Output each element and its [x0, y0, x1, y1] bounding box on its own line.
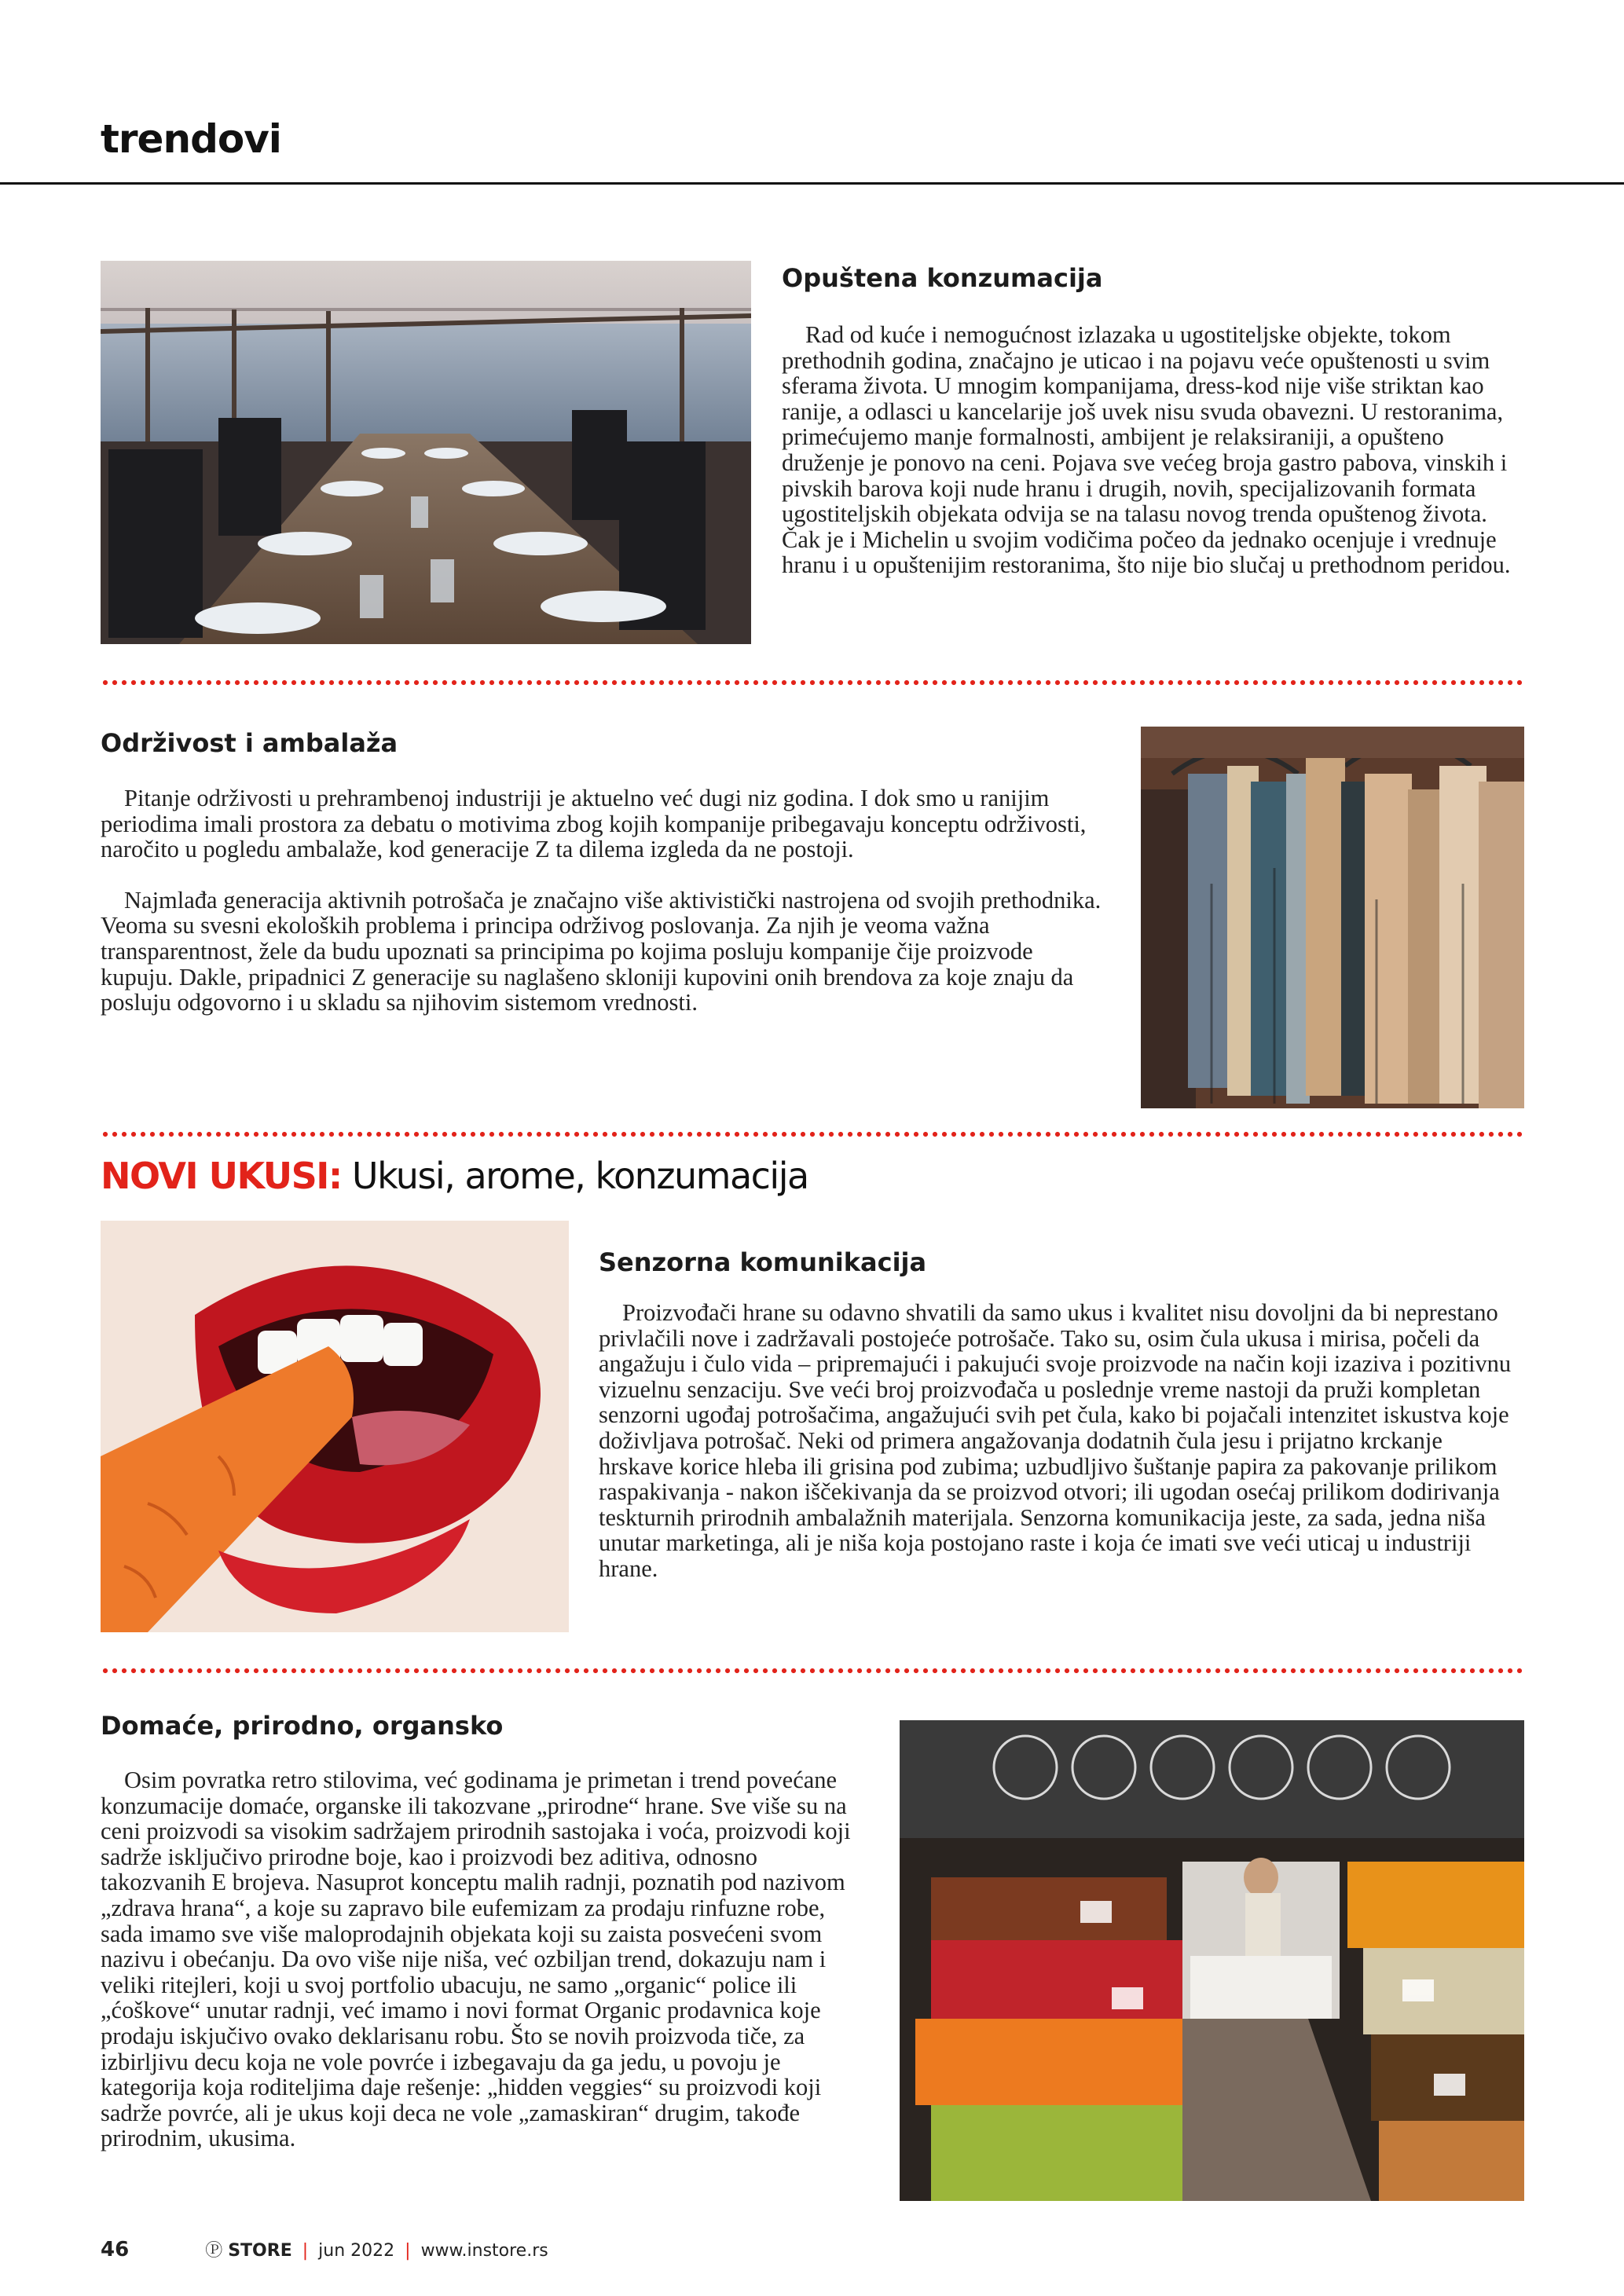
mouth-carrot-photo [101, 1221, 569, 1632]
section-title-highlight: NOVI UKUSI: [101, 1155, 342, 1197]
article-paragraph: Pitanje održivosti u prehrambenoj industriji je aktuelno već dugi niz godina. I dok smo u ranijim periodima imali prostora za debatu o motivima zbog kojih kompanije pribegavaju konceptu održivosti, naročito u pogledu ambalaže, kod generacije Z ta dilema izgleda da ne postoji. [101, 785, 1087, 863]
restaurant-terrace-photo [101, 261, 751, 644]
page-footer [101, 2237, 548, 2261]
article-relaxed-body [782, 322, 1520, 603]
article-sustainability-body [101, 785, 1108, 1041]
website-link[interactable]: www.instore.rs [420, 2241, 548, 2261]
produce-market-photo [900, 1720, 1524, 2201]
heading-organic: Domaće, prirodno, organsko [101, 1711, 504, 1741]
article-sensory-body [599, 1300, 1520, 1607]
store-logo-icon: Ⓟ [205, 2241, 223, 2261]
shopping-bags-photo [1141, 727, 1524, 1108]
section-label: trendovi [101, 116, 281, 162]
dotted-divider [101, 1668, 1524, 1674]
heading-sensory-communication: Senzorna komunikacija [599, 1247, 927, 1277]
footer-separator: | [302, 2241, 309, 2261]
heading-relaxed-consumption: Opuštena konzumacija [782, 263, 1103, 293]
heading-sustainability: Održivost i ambalaža [101, 728, 398, 758]
section-title [101, 1155, 808, 1197]
article-paragraph: Osim povratka retro stilovima, već godinama je primetan i trend povećane konzumacije domaće, organske ili takozvane „prirodne“ hrane. Sve više su na ceni proizvodi sa visokim sadržajem prirodnih sastojaka i voća, proizvodi koji sadrže isključivo prirodne boje, kao i proizvodi bez aditiva, odnosno takozvanih E brojeva. Nasuprot konceptu malih radnji, poznatih pod nazivom „zdrava hrana“, a koje su zapravo bile eufemizam za prodaju rinfuzne robe, sada imamo sve više maloprodajnih objekata koji su zaista posvećeni svom nazivu i obećanju. Da ovo više nije niša, već ozbiljan trend, dokazuju nam i veliki ritejleri, koji u svoj portfolio ubacuju, ne samo „organic“ police ili „ćoškove“ unutar radnji, već imamo i novi format Organic prodavnica koje prodaju iskjučivo ovako deklarisanu robu. Što se novih proizvoda tiče, za izbirljivu decu koja ne vole povrće i izbegavaju da ga jedu, u povoju je kategorija koja roditeljima daje rešenje: „hidden veggies“ su proizvodi koji sadrže povrće, ali je ukus koji deca ne vole „zamaskiran“ drugim, takođe prirodnim, ukusima. [101, 1767, 851, 2152]
article-paragraph: Rad od kuće i nemogućnost izlazaka u ugostiteljske objekte, tokom prethodnih godina, značajno je uticao i na pojavu veće opuštenosti u svim sferama života. U mnogim kompanijama, dress-kod nije više striktan kao ranije, a odlasci u kancelarije još uvek nisu svuda obavezni. U restoranima, primećujemo manje formalnosti, ambijent je relaksiraniji, a opušteno druženje je ponovo na ceni. Pojava sve većeg broja gastro pabova, vinskih i pivskih barova koji nude hranu i drugih, novih, specijalizovanih formata ugostiteljskih objekata odvija se na talasu novog trenda opuštenog života. Čak je i Michelin u svojim vodičima počeo da jednako ocenjuje i vrednuje hranu i u opuštenijim restoranima, što nije bio slučaj u prethodnom peridou. [782, 321, 1511, 579]
footer-separator: | [405, 2241, 411, 2261]
magazine-logo: STORE [228, 2241, 292, 2261]
page-number: 46 [101, 2238, 130, 2261]
article-paragraph: Najmlađa generacija aktivnih potrošača je značajno više aktivistički nastrojena od svojih prethodnika. Veoma su svesni ekoloških problema i principa održivog poslovanja. Za njih je veoma važna transparentnost, žele da budu upoznati sa principima po kojima posluju kompanije čije proizvode kupuju. Dakle, pripadnici Z generacije su naglašeno skloniji kupovini onih brendova za koje znaju da posluju odgovorno i u skladu sa njihovim sistemom vrednosti. [101, 886, 1102, 1016]
issue-date: jun 2022 [318, 2241, 395, 2261]
dotted-divider [101, 1131, 1524, 1137]
article-organic-body [101, 1767, 864, 2177]
header-rule [0, 182, 1624, 185]
dotted-divider [101, 679, 1524, 686]
section-title-rest: Ukusi, arome, konzumacija [351, 1155, 808, 1197]
article-paragraph: Proizvođači hrane su odavno shvatili da samo ukus i kvalitet nisu dovoljni da bi neprestano privlačili nove i zadržavali postojeće potrošače. Tako su, osim čula ukusa i mirisa, počeli da angažuju i čulo vida – pripremajući i pakujući svoje proizvode na način koji izaziva i pozitivnu vizuelnu senzaciju. Sve veći broj proizvođača u poslednje vreme nastoji da pruži kompletan senzorni ugođaj potrošačima, angažujući svih pet čula, kako bi pojačali intenzitet iskustva koje doživljava potrošač. Neki od primera angažovanja dodatnih čula jesu i prijatno krckanje hrskave korice hleba ili grisina pod zubima; uzbudljivo šuštanje papira za pakovanje prilikom raspakivanja - nakon iščekivanja da se proizvod otvori; ili ugodan osećaj prilikom dodirivanja teskturnih prirodnih ambalažnih materijala. Senzorna komunikacija jeste, za sada, jedna niša unutar marketinga, ali je niša koja postojano raste i koja će imati sve veći uticaj u industriji hrane. [599, 1299, 1512, 1582]
